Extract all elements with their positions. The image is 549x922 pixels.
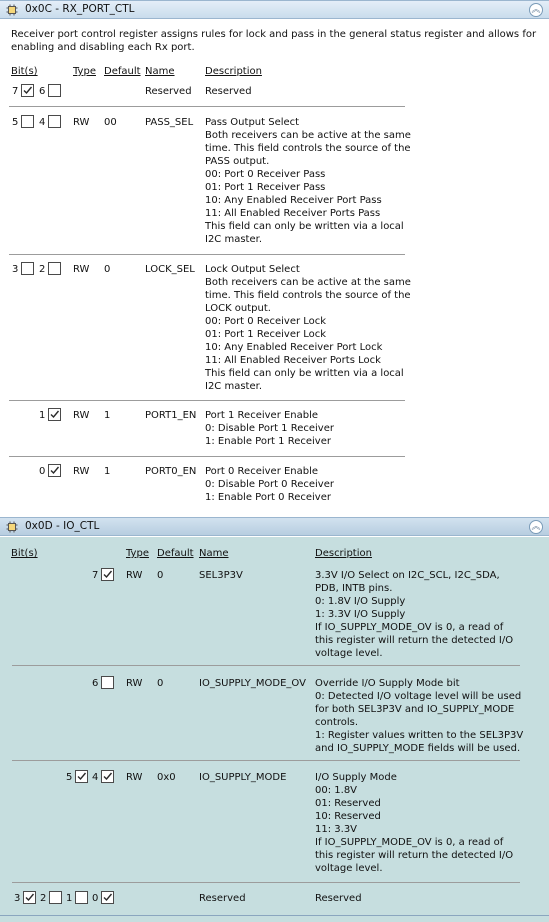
field-description: Port 1 Receiver Enable 0: Disable Port 1 Receiver 1: Enable Port 1 Receiver	[205, 410, 334, 447]
io-ctl-header[interactable]	[0, 517, 549, 536]
field-name: PORT1_EN	[145, 410, 197, 421]
field-description: Reserved	[315, 893, 362, 904]
checkmark-icon	[76, 771, 87, 782]
field-name: Reserved	[145, 86, 192, 97]
bit-checkbox[interactable]	[49, 891, 62, 904]
row-separator	[12, 760, 520, 761]
row-separator	[12, 665, 520, 666]
field-type: RW	[73, 410, 90, 421]
field-default: 0	[157, 678, 164, 689]
field-default: 0	[104, 264, 111, 275]
field-description: I/O Supply Mode 00: 1.8V 01: Reserved 10: Reserved 11: 3.3V If IO_SUPPLY_MODE_OV is 0, a read of this register will return the detected I/O voltage level.	[315, 772, 514, 874]
bit-number: 1	[66, 893, 73, 904]
column-header-description: Description	[205, 66, 262, 77]
field-name: PASS_SEL	[145, 117, 194, 128]
field-type: RW	[73, 466, 90, 477]
column-header-bits: Bit(s)	[11, 548, 38, 559]
checkmark-icon	[102, 771, 113, 782]
bit-number: 2	[40, 893, 47, 904]
bit-checkbox[interactable]	[23, 891, 36, 904]
checkmark-icon	[49, 465, 60, 476]
field-description: Lock Output Select Both receivers can be active at the same time. This field controls the source of the LOCK output. 00: Port 0 Receiver Lock 01: Port 1 Receiver Lock 10: Any Enabled Receiver Port Lock 11: All Enabled Receiver Ports Lock This field can only be written via a local I2C master.	[205, 264, 411, 392]
bit-number: 5	[66, 772, 73, 783]
field-description: Port 0 Receiver Enable 0: Disable Port 0 Receiver 1: Enable Port 0 Receiver	[205, 466, 334, 503]
field-default: 00	[104, 117, 117, 128]
column-header-default: Default	[104, 66, 141, 77]
field-name: IO_SUPPLY_MODE	[199, 772, 287, 783]
bit-number: 2	[39, 264, 46, 275]
field-description: Override I/O Supply Mode bit 0: Detected I/O voltage level will be used for both SEL3P3V and IO_SUPPLY_MODE controls. 1: Register values written to the SEL3P3V and IO_SUPPLY_MODE fields will be used.	[315, 678, 524, 754]
column-header-default: Default	[157, 548, 194, 559]
bit-number: 3	[14, 893, 21, 904]
field-description: 3.3V I/O Select on I2C_SCL, I2C_SDA, PDB, INTB pins. 0: 1.8V I/O Supply 1: 3.3V I/O Supply If IO_SUPPLY_MODE_OV is 0, a read of this register will return the detected I/O voltage level.	[315, 570, 514, 659]
register-title: 0x0D - IO_CTL	[25, 520, 100, 532]
chip-icon	[6, 4, 18, 16]
field-type: RW	[126, 678, 143, 689]
row-separator	[9, 456, 405, 457]
field-name: PORT0_EN	[145, 466, 197, 477]
bit-checkbox[interactable]	[48, 464, 61, 477]
bit-checkbox[interactable]	[21, 115, 34, 128]
column-header-description: Description	[315, 548, 372, 559]
field-name: IO_SUPPLY_MODE_OV	[199, 678, 306, 689]
register-title: 0x0C - RX_PORT_CTL	[25, 3, 135, 15]
row-separator	[9, 106, 405, 107]
register-description: Receiver port control register assigns rules for lock and pass in the general status register and allows for enabling and disabling each Rx port.	[11, 29, 537, 53]
bit-checkbox[interactable]	[48, 408, 61, 421]
checkmark-icon	[49, 409, 60, 420]
bit-checkbox[interactable]	[101, 568, 114, 581]
bit-number: 1	[39, 410, 46, 421]
column-header-type: Type	[73, 66, 96, 77]
field-name: Reserved	[199, 893, 246, 904]
row-separator	[12, 882, 520, 883]
bit-checkbox[interactable]	[48, 262, 61, 275]
bit-checkbox[interactable]	[21, 84, 34, 97]
field-description: Pass Output Select Both receivers can be active at the same time. This field controls the source of the PASS output. 00: Port 0 Receiver Pass 01: Port 1 Receiver Pass 10: Any Enabled Receiver Port Pass 11: All Enabled Receiver Ports Pass This field can only be written via a local I2C master.	[205, 117, 411, 245]
checkmark-icon	[102, 892, 113, 903]
bit-checkbox[interactable]	[21, 262, 34, 275]
bit-number: 0	[39, 466, 46, 477]
checkmark-icon	[24, 892, 35, 903]
checkmark-icon	[22, 85, 33, 96]
bit-number: 7	[12, 86, 19, 97]
bit-number: 7	[92, 570, 99, 581]
column-header-type: Type	[126, 548, 149, 559]
double-chevron-up-icon[interactable]: ︽	[529, 3, 543, 17]
field-type: RW	[126, 570, 143, 581]
bit-checkbox[interactable]	[101, 770, 114, 783]
field-default: 1	[104, 466, 111, 477]
checkmark-icon	[102, 569, 113, 580]
double-chevron-up-icon[interactable]: ︽	[529, 520, 543, 534]
rx-port-ctl-header[interactable]	[0, 0, 549, 19]
bit-number: 0	[92, 893, 99, 904]
field-default: 0x0	[157, 772, 176, 783]
bit-number: 3	[12, 264, 19, 275]
bit-checkbox[interactable]	[75, 891, 88, 904]
bit-number: 5	[12, 117, 19, 128]
bit-checkbox[interactable]	[75, 770, 88, 783]
field-default: 0	[157, 570, 164, 581]
field-type: RW	[73, 117, 90, 128]
column-header-name: Name	[145, 66, 175, 77]
field-name: LOCK_SEL	[145, 264, 195, 275]
column-header-name: Name	[199, 548, 229, 559]
column-header-bits: Bit(s)	[11, 66, 38, 77]
bit-number: 4	[92, 772, 99, 783]
rx-port-ctl-body	[0, 20, 549, 517]
field-name: SEL3P3V	[199, 570, 243, 581]
bit-checkbox[interactable]	[101, 891, 114, 904]
bit-checkbox[interactable]	[101, 676, 114, 689]
bit-number: 6	[39, 86, 46, 97]
field-type: RW	[126, 772, 143, 783]
field-default: 1	[104, 410, 111, 421]
field-description: Reserved	[205, 86, 252, 97]
bit-checkbox[interactable]	[48, 115, 61, 128]
io-ctl-body	[0, 537, 549, 922]
row-separator	[9, 400, 405, 401]
chip-icon	[6, 521, 18, 533]
bit-checkbox[interactable]	[48, 84, 61, 97]
field-type: RW	[73, 264, 90, 275]
bit-number: 6	[92, 678, 99, 689]
row-separator	[9, 254, 405, 255]
bit-number: 4	[39, 117, 46, 128]
panel-bottom-border	[0, 915, 549, 916]
